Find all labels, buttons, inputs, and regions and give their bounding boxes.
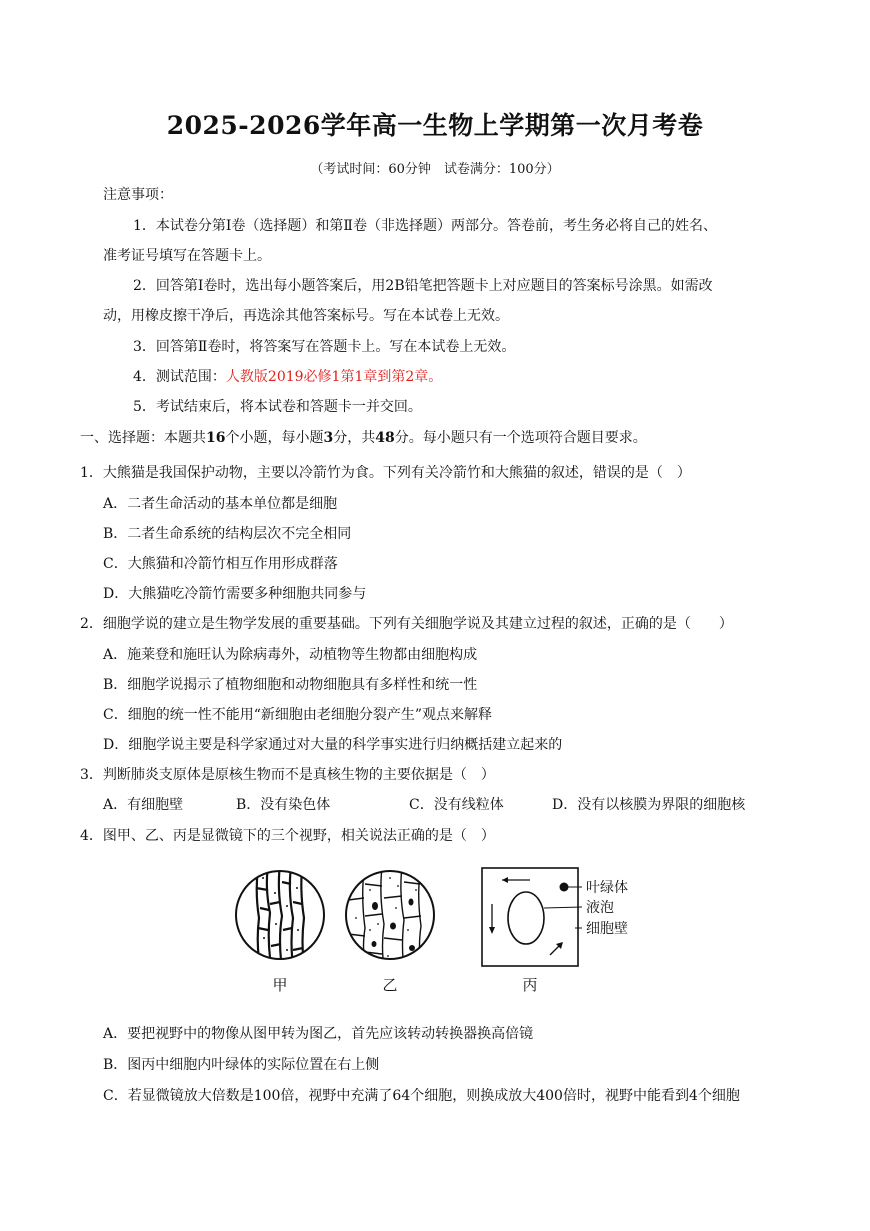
microscope-figure — [230, 858, 650, 1000]
label-jia: 甲 — [272, 976, 288, 994]
q3-stem: 3．判断肺炎支原体是原核生物而不是真核生物的主要依据是（ ） — [80, 767, 495, 783]
section-heading — [80, 428, 647, 448]
notice-item-5: 5．考试结束后，将本试卷和答题卡一并交回。 — [133, 399, 422, 415]
notice-item-3: 3．回答第Ⅱ卷时，将答案写在答题卡上。写在本试卷上无效。 — [133, 339, 516, 355]
section-heading-suffix: 分。每小题只有一个选项符合题目要求。 — [394, 430, 647, 446]
total-score: 48 — [375, 430, 395, 446]
exam-subtitle: （考试时间：60分钟 试卷满分：100分） — [310, 162, 560, 177]
q2-stem: 2．细胞学说的建立是生物学发展的重要基础。下列有关细胞学说及其建立过程的叙述，正确的是（ ） — [80, 616, 733, 632]
q2-option-c[interactable]: C．细胞的统一性不能用“新细胞由老细胞分裂产生”观点来解释 — [103, 707, 493, 723]
q3-option-d[interactable]: D．没有以核膜为界限的细胞核 — [552, 797, 746, 813]
notice-item-4-prefix: 4．测试范围： — [133, 369, 226, 385]
q3-option-b[interactable]: B．没有染色体 — [236, 797, 331, 813]
q4-option-a[interactable]: A．要把视野中的物像从图甲转为图乙，首先应该转动转换器换高倍镜 — [103, 1026, 534, 1042]
label-yi: 乙 — [382, 976, 398, 994]
q4-stem: 4．图甲、乙、丙是显微镜下的三个视野，相关说法正确的是（ ） — [80, 828, 495, 844]
q3-option-a[interactable]: A．有细胞壁 — [103, 797, 184, 813]
q2-option-a[interactable]: A．施莱登和施旺认为除病毒外，动植物等生物都由细胞构成 — [103, 647, 478, 663]
q2-option-d[interactable]: D．细胞学说主要是科学家通过对大量的科学事实进行归纳概括建立起来的 — [103, 737, 563, 753]
callout-chloroplast: 叶绿体 — [586, 880, 628, 896]
notice-heading: 注意事项： — [103, 187, 173, 203]
per-question-score: 3 — [323, 430, 334, 446]
section-heading-mid1: 个小题，每小题 — [225, 430, 324, 446]
q2-option-b[interactable]: B．细胞学说揭示了植物细胞和动物细胞具有多样性和统一性 — [103, 677, 478, 693]
view-bing — [482, 868, 582, 966]
notice-item-1a: 1．本试卷分第Ⅰ卷（选择题）和第Ⅱ卷（非选择题）两部分。答卷前，考生务必将自己的姓名、 — [133, 218, 717, 234]
callout-vacuole: 液泡 — [586, 900, 614, 916]
notice-item-1b: 准考证号填写在答题卡上。 — [103, 248, 271, 264]
q1-option-b[interactable]: B．二者生命系统的结构层次不完全相同 — [103, 526, 352, 542]
exam-title: 2025-2026学年高一生物上学期第一次月考卷 — [166, 111, 704, 140]
question-count: 16 — [206, 430, 226, 446]
notice-item-2a: 2．回答第Ⅰ卷时，选出每小题答案后，用2B铅笔把答题卡上对应题目的答案标号涂黑。如需改 — [133, 278, 713, 294]
q1-option-c[interactable]: C．大熊猫和冷箭竹相互作用形成群落 — [103, 556, 338, 572]
notice-item-2b: 动，用橡皮擦干净后，再选涂其他答案标号。写在本试卷上无效。 — [103, 308, 509, 324]
view-jia — [236, 864, 324, 968]
notice-item-4 — [133, 367, 442, 387]
callout-cell-wall: 细胞壁 — [586, 921, 628, 937]
q1-option-d[interactable]: D．大熊猫吃冷箭竹需要多种细胞共同参与 — [103, 586, 367, 602]
q4-option-b[interactable]: B．图丙中细胞内叶绿体的实际位置在右上侧 — [103, 1057, 380, 1073]
section-heading-mid2: 分，共 — [333, 430, 376, 446]
q4-option-c[interactable]: C．若显微镜放大倍数是100倍，视野中充满了64个细胞，则换成放大400倍时，视野中能看到4个细胞 — [103, 1088, 740, 1104]
q1-option-a[interactable]: A．二者生命活动的基本单位都是细胞 — [103, 496, 338, 512]
q3-option-c[interactable]: C．没有线粒体 — [409, 797, 504, 813]
section-heading-prefix: 一、选择题：本题共 — [80, 430, 206, 446]
q1-stem: 1．大熊猫是我国保护动物，主要以冷箭竹为食。下列有关冷箭竹和大熊猫的叙述，错误的是（ ） — [80, 465, 691, 481]
view-yi — [346, 866, 434, 968]
label-bing: 丙 — [522, 976, 538, 994]
test-range: 人教版2019必修1第1章到第2章。 — [225, 369, 443, 385]
